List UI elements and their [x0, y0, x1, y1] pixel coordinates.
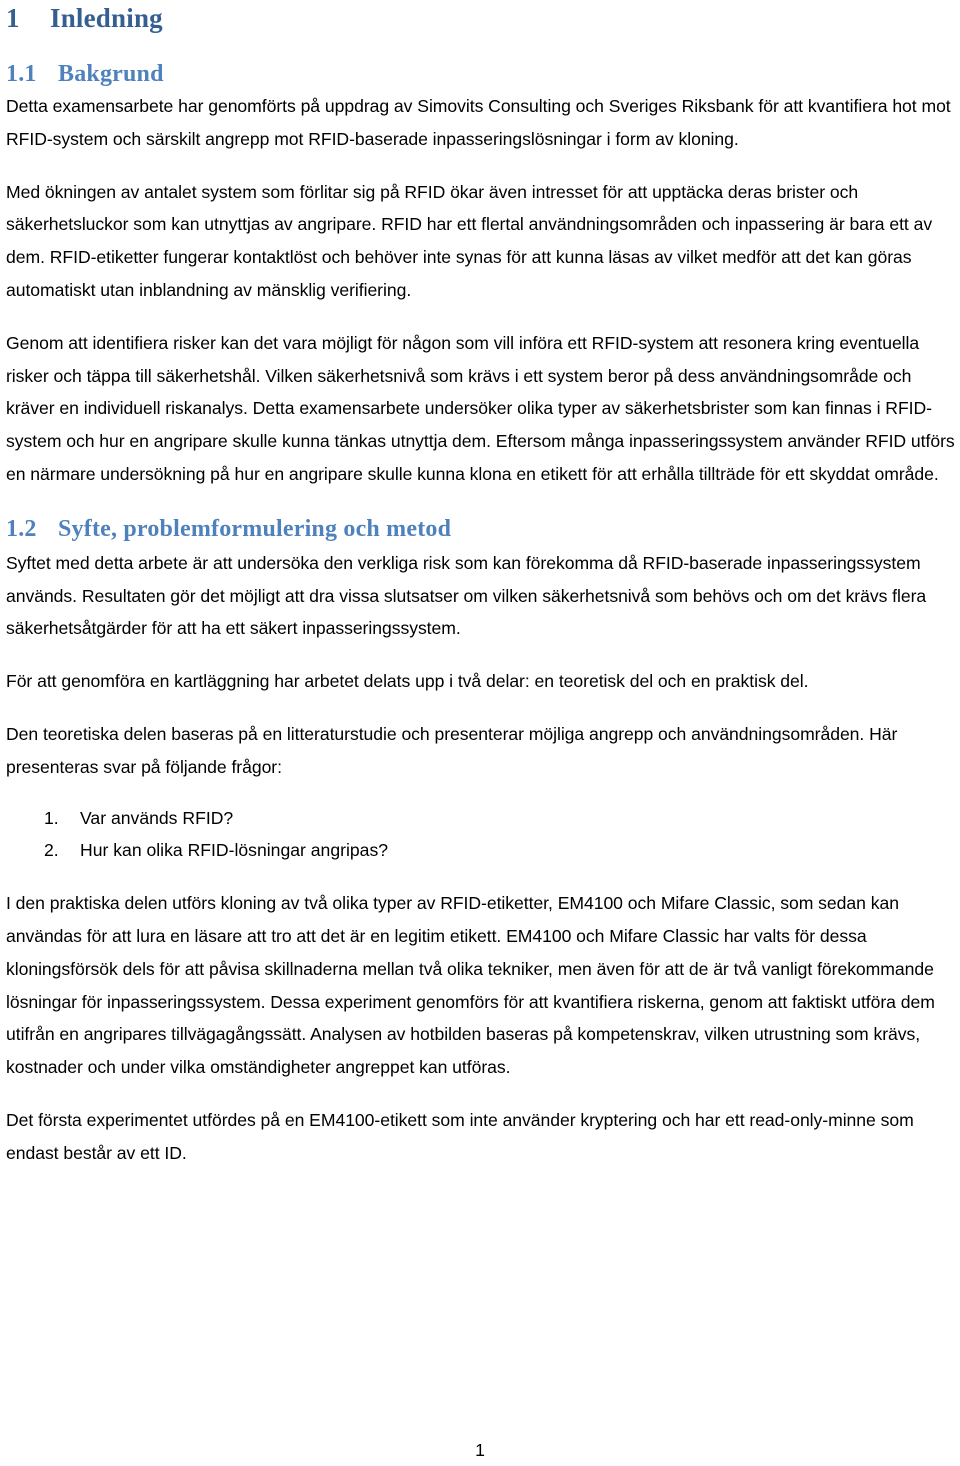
- document-page: [6, 0, 956, 1170]
- section-title: Bakgrund: [58, 61, 164, 87]
- page-number: 1: [475, 1440, 485, 1460]
- paragraph: Syftet med detta arbete är att undersöka den verkliga risk som kan förekomma då RFID-baserade inpasseringssystem används. Resultaten gör det möjligt att dra vissa slutsatser om vilken säkerhetsnivå som behövs och om det krävs flera säkerhetsåtgärder för att ha ett säkert inpasseringssystem.: [6, 552, 927, 639]
- paragraph: I den praktiska delen utförs kloning av två olika typer av RFID-etiketter, EM4100 och Mifare Classic, som sedan kan användas för att lura en läsare att tro att det är en legitim etikett. EM4100 och Mifare Classic har valts för dessa kloningsförsök dels för att påvisa skillnaderna mellan två olika tekniker, men även för att de är två vanligt förekommande lösningar för inpasseringssystem. Dessa experiment genomförs för att kvantifiera riskerna, genom att faktiskt utföra dem utifrån en angripares tillvägagångssätt. Analysen av hotbilden baseras på kompetenskrav, vilken utrustning som krävs, kostnader och under vilka omständigheter angreppet kan utföras.: [6, 893, 935, 1078]
- paragraph: Genom att identifiera risker kan det vara möjligt för någon som vill införa ett RFID-system att resonera kring eventuella risker och täppa till säkerhetshål. Vilken säkerhetsnivå som krävs i ett system beror på dess användningsområde och kräver en individuell riskanalys. Detta examensarbete undersöker olika typer av säkerhetsbrister som kan finnas i RFID-system och hur en angripare skulle kunna tänkas utnyttja dem. Eftersom många inpasseringssystem använder RFID utförs en närmare undersökning på hur en angripare skulle kunna klona en etikett för att erhålla tillträde för ett skyddat område.: [6, 332, 955, 484]
- section-heading-syfte: [6, 513, 956, 545]
- chapter-number: 1: [6, 3, 20, 33]
- paragraph: För att genomföra en kartläggning har arbetet delats upp i två delar: en teoretisk del och en praktisk del.: [6, 671, 809, 692]
- paragraph: Med ökningen av antalet system som förlitar sig på RFID ökar även intresset för att upptäcka deras brister och säkerhetsluckor som kan utnyttjas av angripare. RFID har ett flertal användningsområden och inpassering är bara ett av dem. RFID-etiketter fungerar kontaktlöst och behöver inte synas för att kunna läsas av vilket medför att det kan göras automatiskt utan inblandning av mänsklig verifiering.: [6, 181, 933, 300]
- chapter-title: Inledning: [50, 3, 163, 33]
- section-number: 1.1: [6, 61, 37, 87]
- section-title: Syfte, problemformulering och metod: [58, 515, 452, 542]
- chapter-heading: [6, 0, 956, 58]
- list-item-number: 2.: [44, 840, 59, 861]
- list-item: [6, 802, 956, 835]
- paragraph: Det första experimentet utfördes på en EM4100-etikett som inte använder kryptering och har ett read-only-minne som endast består av ett ID.: [6, 1109, 914, 1163]
- paragraph: Detta examensarbete har genomförts på uppdrag av Simovits Consulting och Sveriges Riksbank för att kvantifiera hot mot RFID-system och särskilt angrepp mot RFID-baserade inpasseringslösningar i form av kloning.: [6, 96, 951, 149]
- list-item-text: Hur kan olika RFID-lösningar angripas?: [80, 840, 389, 861]
- list-item-text: Var används RFID?: [80, 807, 234, 828]
- paragraph: Den teoretiska delen baseras på en litteraturstudie och presenterar möjliga angrepp och användningsområden. Här presenteras svar på följande frågor:: [6, 723, 898, 777]
- section-number: 1.2: [6, 515, 37, 542]
- list-item-number: 1.: [44, 807, 59, 828]
- question-list: [6, 802, 956, 868]
- list-item: [6, 834, 956, 867]
- section-heading-bakgrund: [6, 58, 956, 90]
